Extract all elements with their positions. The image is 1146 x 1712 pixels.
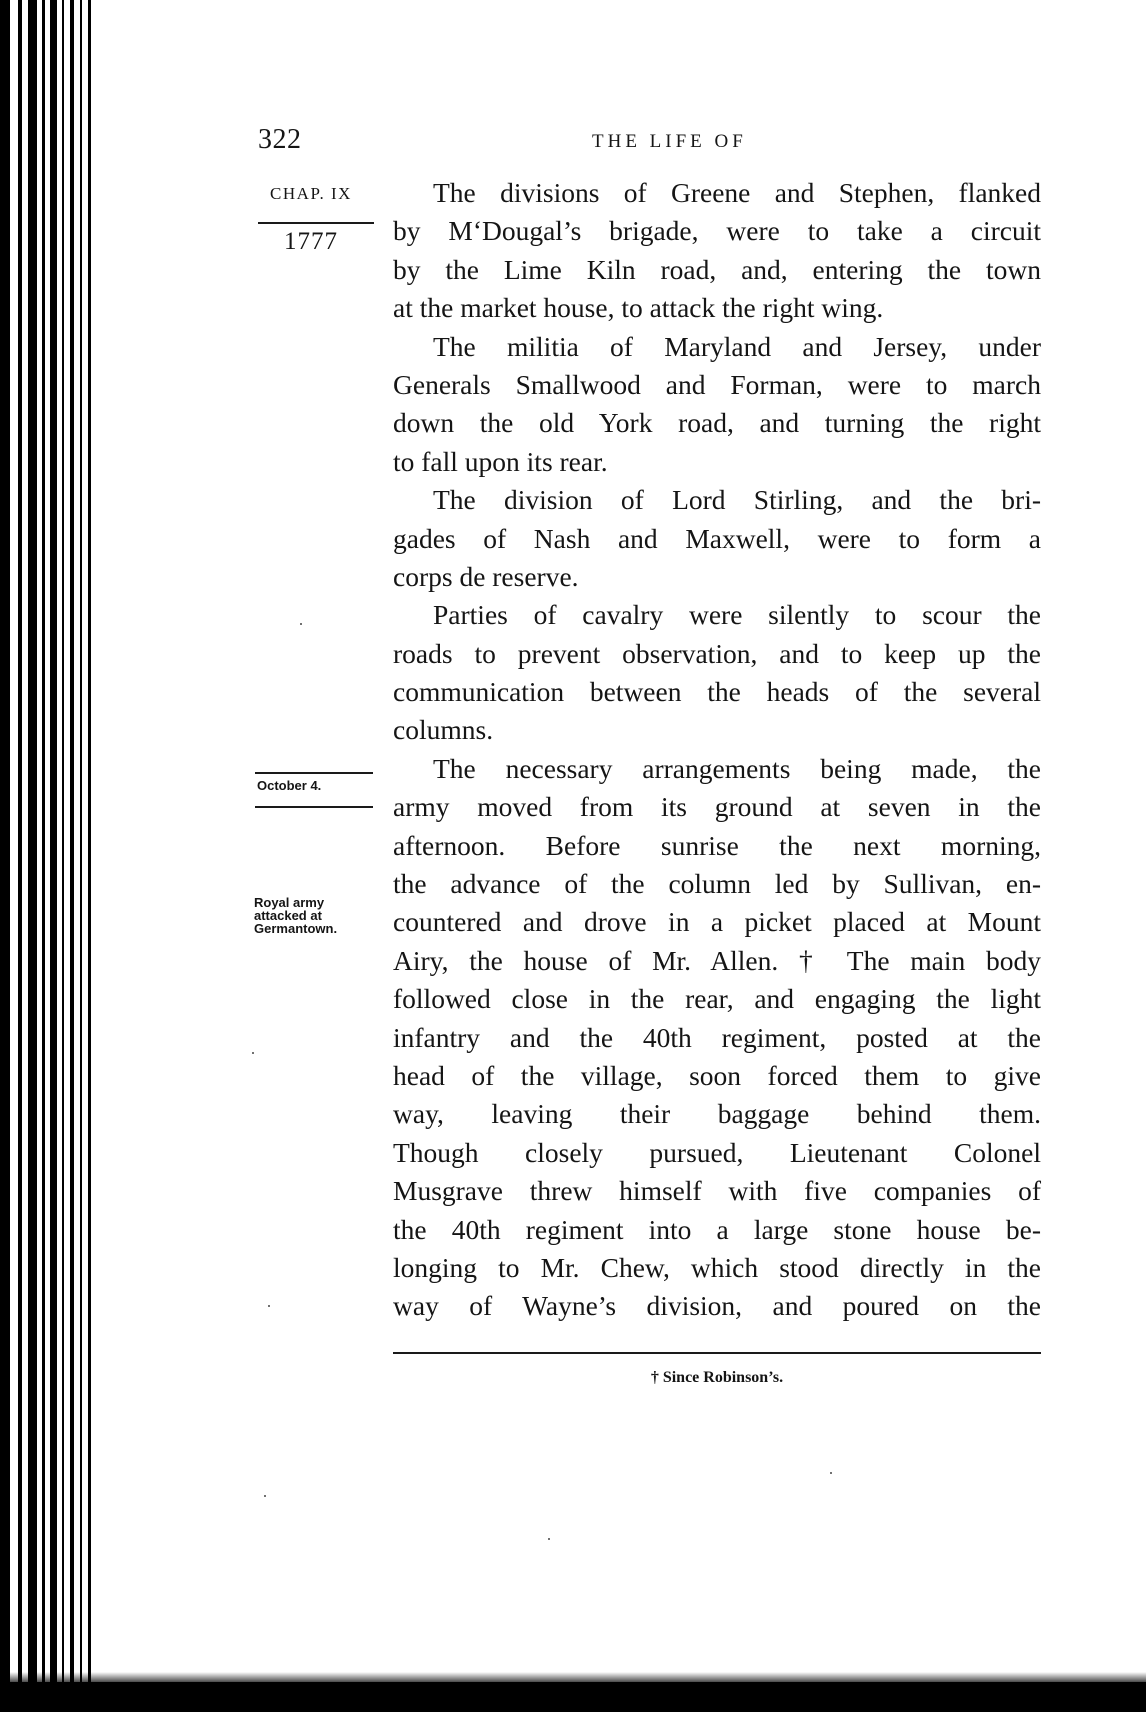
text-line: The necessary arrangements being made, the	[433, 752, 1041, 784]
text-line: communication between the heads of the several	[393, 676, 1041, 708]
text-line: infantry and the 40th regiment, posted at the	[393, 1021, 1041, 1053]
text-line: the advance of the column led by Sullivan, en-	[393, 868, 1041, 900]
text-line: Airy, the house of Mr. Allen. † The main body	[393, 944, 1041, 976]
text-line: Though closely pursued, Lieutenant Colonel	[393, 1136, 1041, 1168]
text-line: Musgrave threw himself with five companies of	[393, 1175, 1041, 1207]
text-line: The divisions of Greene and Stephen, flanked	[433, 177, 1041, 208]
running-head: THE LIFE OF	[592, 131, 747, 152]
side-note-line: Germantown.	[254, 921, 338, 936]
scan-speck	[830, 1472, 832, 1474]
scan-binding-edge	[0, 0, 96, 1712]
text-line: to fall upon its rear.	[393, 445, 608, 477]
year-label: 1777	[284, 228, 338, 255]
scan-bottom-edge	[0, 1682, 1146, 1712]
text-line: at the market house, to attack the right wing.	[393, 292, 884, 324]
scan-speck	[300, 623, 302, 625]
side-note	[254, 896, 337, 935]
text-line: way of Wayne’s division, and poured on the	[393, 1290, 1041, 1322]
text-line: columns.	[393, 714, 494, 746]
text-line: by the Lime Kiln road, and, entering the town	[393, 253, 1041, 285]
text-line: down the old York road, and turning the right	[393, 407, 1041, 439]
text-line: Parties of cavalry were silently to scour the	[433, 599, 1041, 631]
chapter-label: CHAP. IX	[270, 184, 352, 203]
text-line: way, leaving their baggage behind them.	[393, 1098, 1041, 1130]
date-sidenote: October 4.	[257, 778, 322, 793]
scan-speck	[264, 1495, 266, 1497]
side-note-line: Royal army	[254, 895, 325, 910]
scan-speck	[548, 1538, 550, 1540]
text-line: countered and drove in a picket placed at Mount	[393, 906, 1041, 938]
footnote-rule	[393, 1352, 1041, 1354]
scan-speck	[268, 1305, 270, 1307]
side-note-line: attacked at	[254, 908, 322, 923]
text-line: roads to prevent observation, and to keep up the	[393, 637, 1041, 669]
text-line: army moved from its ground at seven in the	[393, 791, 1041, 823]
text-line: gades of Nash and Maxwell, were to form a	[393, 522, 1041, 554]
page-number: 322	[258, 124, 302, 155]
text-line: afternoon. Before sunrise the next morning,	[393, 829, 1041, 861]
text-line: longing to Mr. Chew, which stood directly in the	[393, 1251, 1041, 1283]
text-line: The militia of Maryland and Jersey, under	[433, 330, 1041, 362]
body-text	[393, 174, 1041, 1326]
text-line: The division of Lord Stirling, and the bri-	[433, 484, 1041, 516]
text-line: corps de reserve.	[393, 560, 579, 592]
text-line: head of the village, soon forced them to give	[393, 1059, 1041, 1091]
margin-rule	[255, 806, 373, 808]
scan-speck	[252, 1052, 254, 1054]
footnote: † Since Robinson’s.	[650, 1369, 784, 1386]
text-line: Generals Smallwood and Forman, were to march	[393, 368, 1041, 400]
margin-rule	[258, 222, 374, 224]
margin-rule	[255, 772, 373, 774]
text-line: followed close in the rear, and engaging the light	[393, 983, 1041, 1015]
text-line: by M‘Dougal’s brigade, were to take a circuit	[393, 215, 1041, 247]
text-line: the 40th regiment into a large stone house be-	[393, 1213, 1041, 1245]
